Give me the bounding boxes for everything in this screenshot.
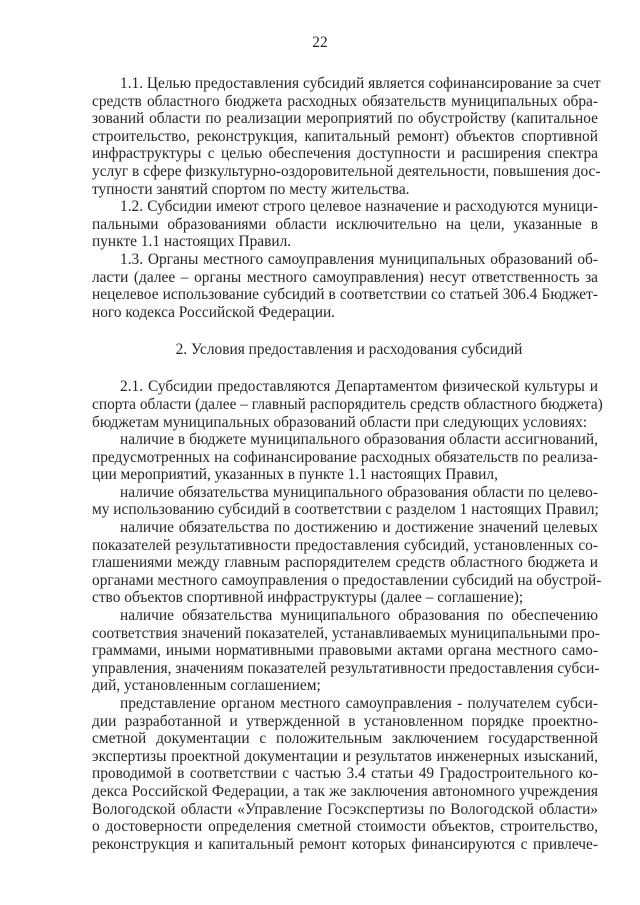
text-line: строительство, реконструкция, капитальный ремонт) объектов спортивной xyxy=(92,127,598,145)
text-line: экспертизы проектной документации и результатов инженерных изысканий, xyxy=(92,747,598,765)
text-line: бюджетам муниципальных образований области при следующих условиях: xyxy=(92,413,588,431)
section-2-text xyxy=(92,378,603,853)
text-line: 1.1. Целью предоставления субсидий является софинансирование за счет xyxy=(120,75,601,92)
text-line: показателей результативности предоставления субсидий, установленных со- xyxy=(92,536,598,554)
section-1-text xyxy=(92,75,601,321)
paragraph-p-cond-2 xyxy=(92,484,598,519)
paragraph-p-cond-5 xyxy=(92,695,598,853)
text-line: пальными образованиями области исключительно на цели, указанные в xyxy=(92,215,598,233)
text-line: органами местного самоуправления о предоставлении субсидий на обустрой- xyxy=(92,571,602,589)
text-line: средств областного бюджета расходных обязательств муниципальных обра- xyxy=(92,92,598,110)
text-line: предусмотренных на софинансирование расходных обязательств по реализа- xyxy=(92,448,598,466)
text-line: проводимой в соответствии с частью 3.4 статьи 49 Градостроительного ко- xyxy=(92,765,598,783)
text-line: наличие в бюджете муниципального образования области ассигнований, xyxy=(120,431,598,449)
text-line: услуг в сфере физкультурно-оздоровительной деятельности, повышения дос- xyxy=(92,162,601,180)
text-line: инфраструктуры с целью обеспечения доступности и расширения спектра xyxy=(92,145,598,163)
text-line: соответствия значений показателей, устанавливаемых муниципальными про- xyxy=(92,624,600,642)
text-line: граммами, иными нормативными правовыми актами органа местного само- xyxy=(92,642,598,660)
paragraph-p-cond-3 xyxy=(92,519,602,607)
text-line: 1.3. Органы местного самоуправления муниципальных образований об- xyxy=(120,250,598,268)
text-line: спорта области (далее – главный распорядитель средств областного бюджета) xyxy=(92,395,603,413)
paragraph-p-cond-1 xyxy=(92,431,598,484)
paragraph-p-1-1 xyxy=(92,75,601,198)
document-body xyxy=(92,75,603,853)
paragraph-p-cond-4 xyxy=(92,607,598,695)
text-line: представление органом местного самоуправления - получателем субси- xyxy=(120,695,598,712)
paragraph-p-2-1 xyxy=(92,378,603,431)
text-line: дии разработанной и утвержденной в установленном порядке проектно- xyxy=(92,712,598,730)
text-line: реконструкция и капитальный ремонт которых финансируются с привлече- xyxy=(92,835,598,853)
text-line: управления, значениям показателей результативности предоставления субси- xyxy=(92,659,600,677)
text-line: зований области по реализации мероприятий по обустройству (капитальное xyxy=(92,110,598,128)
paragraph-p-1-3 xyxy=(92,251,598,321)
paragraph-p-1-2 xyxy=(92,198,598,251)
text-line: наличие обязательства муниципального образования области по целево- xyxy=(120,483,598,501)
text-line: Вологодской области «Управление Госэкспертизы по Вологодской области» xyxy=(92,800,598,818)
text-line: ции мероприятий, указанных в пункте 1.1 настоящих Правил, xyxy=(92,466,498,484)
text-line: 2.1. Субсидии предоставляются Департаментом физической культуры и xyxy=(120,378,598,396)
text-line: му использованию субсидий в соответствии с разделом 1 настоящих Правил; xyxy=(92,501,599,519)
text-line: дий, установленным соглашением; xyxy=(92,677,321,695)
text-line: наличие обязательства муниципального образования по обеспечению xyxy=(120,607,598,625)
text-line: 1.2. Субсидии имеют строго целевое назначение и расходуются муници- xyxy=(120,198,598,216)
text-line: глашениями между главным распорядителем средств областного бюджета и xyxy=(92,554,598,572)
text-line: сметной документации с положительным заключением государственной xyxy=(92,730,598,748)
section-heading: 2. Условия предоставления и расходования субсидий xyxy=(175,341,523,359)
text-line: ласти (далее – органы местного самоуправления) несут ответственность за xyxy=(92,268,598,286)
text-line: тупности занятий спортом по месту жительства. xyxy=(92,180,410,198)
text-line: нецелевое использование субсидий в соответствии со статьей 306.4 Бюджет- xyxy=(92,286,598,304)
text-line: декса Российской Федерации, а так же заключения автономного учреждения xyxy=(92,782,598,800)
text-line: ство объектов спортивной инфраструктуры (далее – соглашение); xyxy=(92,589,524,607)
text-line: наличие обязательства по достижению и достижение значений целевых xyxy=(120,519,598,537)
text-line: о достоверности определения сметной стоимости объектов, строительство, xyxy=(92,818,598,836)
page-number: 22 xyxy=(312,34,328,51)
text-line: ного кодекса Российской Федерации. xyxy=(92,303,336,321)
text-line: пункте 1.1 настоящих Правил. xyxy=(92,233,292,251)
